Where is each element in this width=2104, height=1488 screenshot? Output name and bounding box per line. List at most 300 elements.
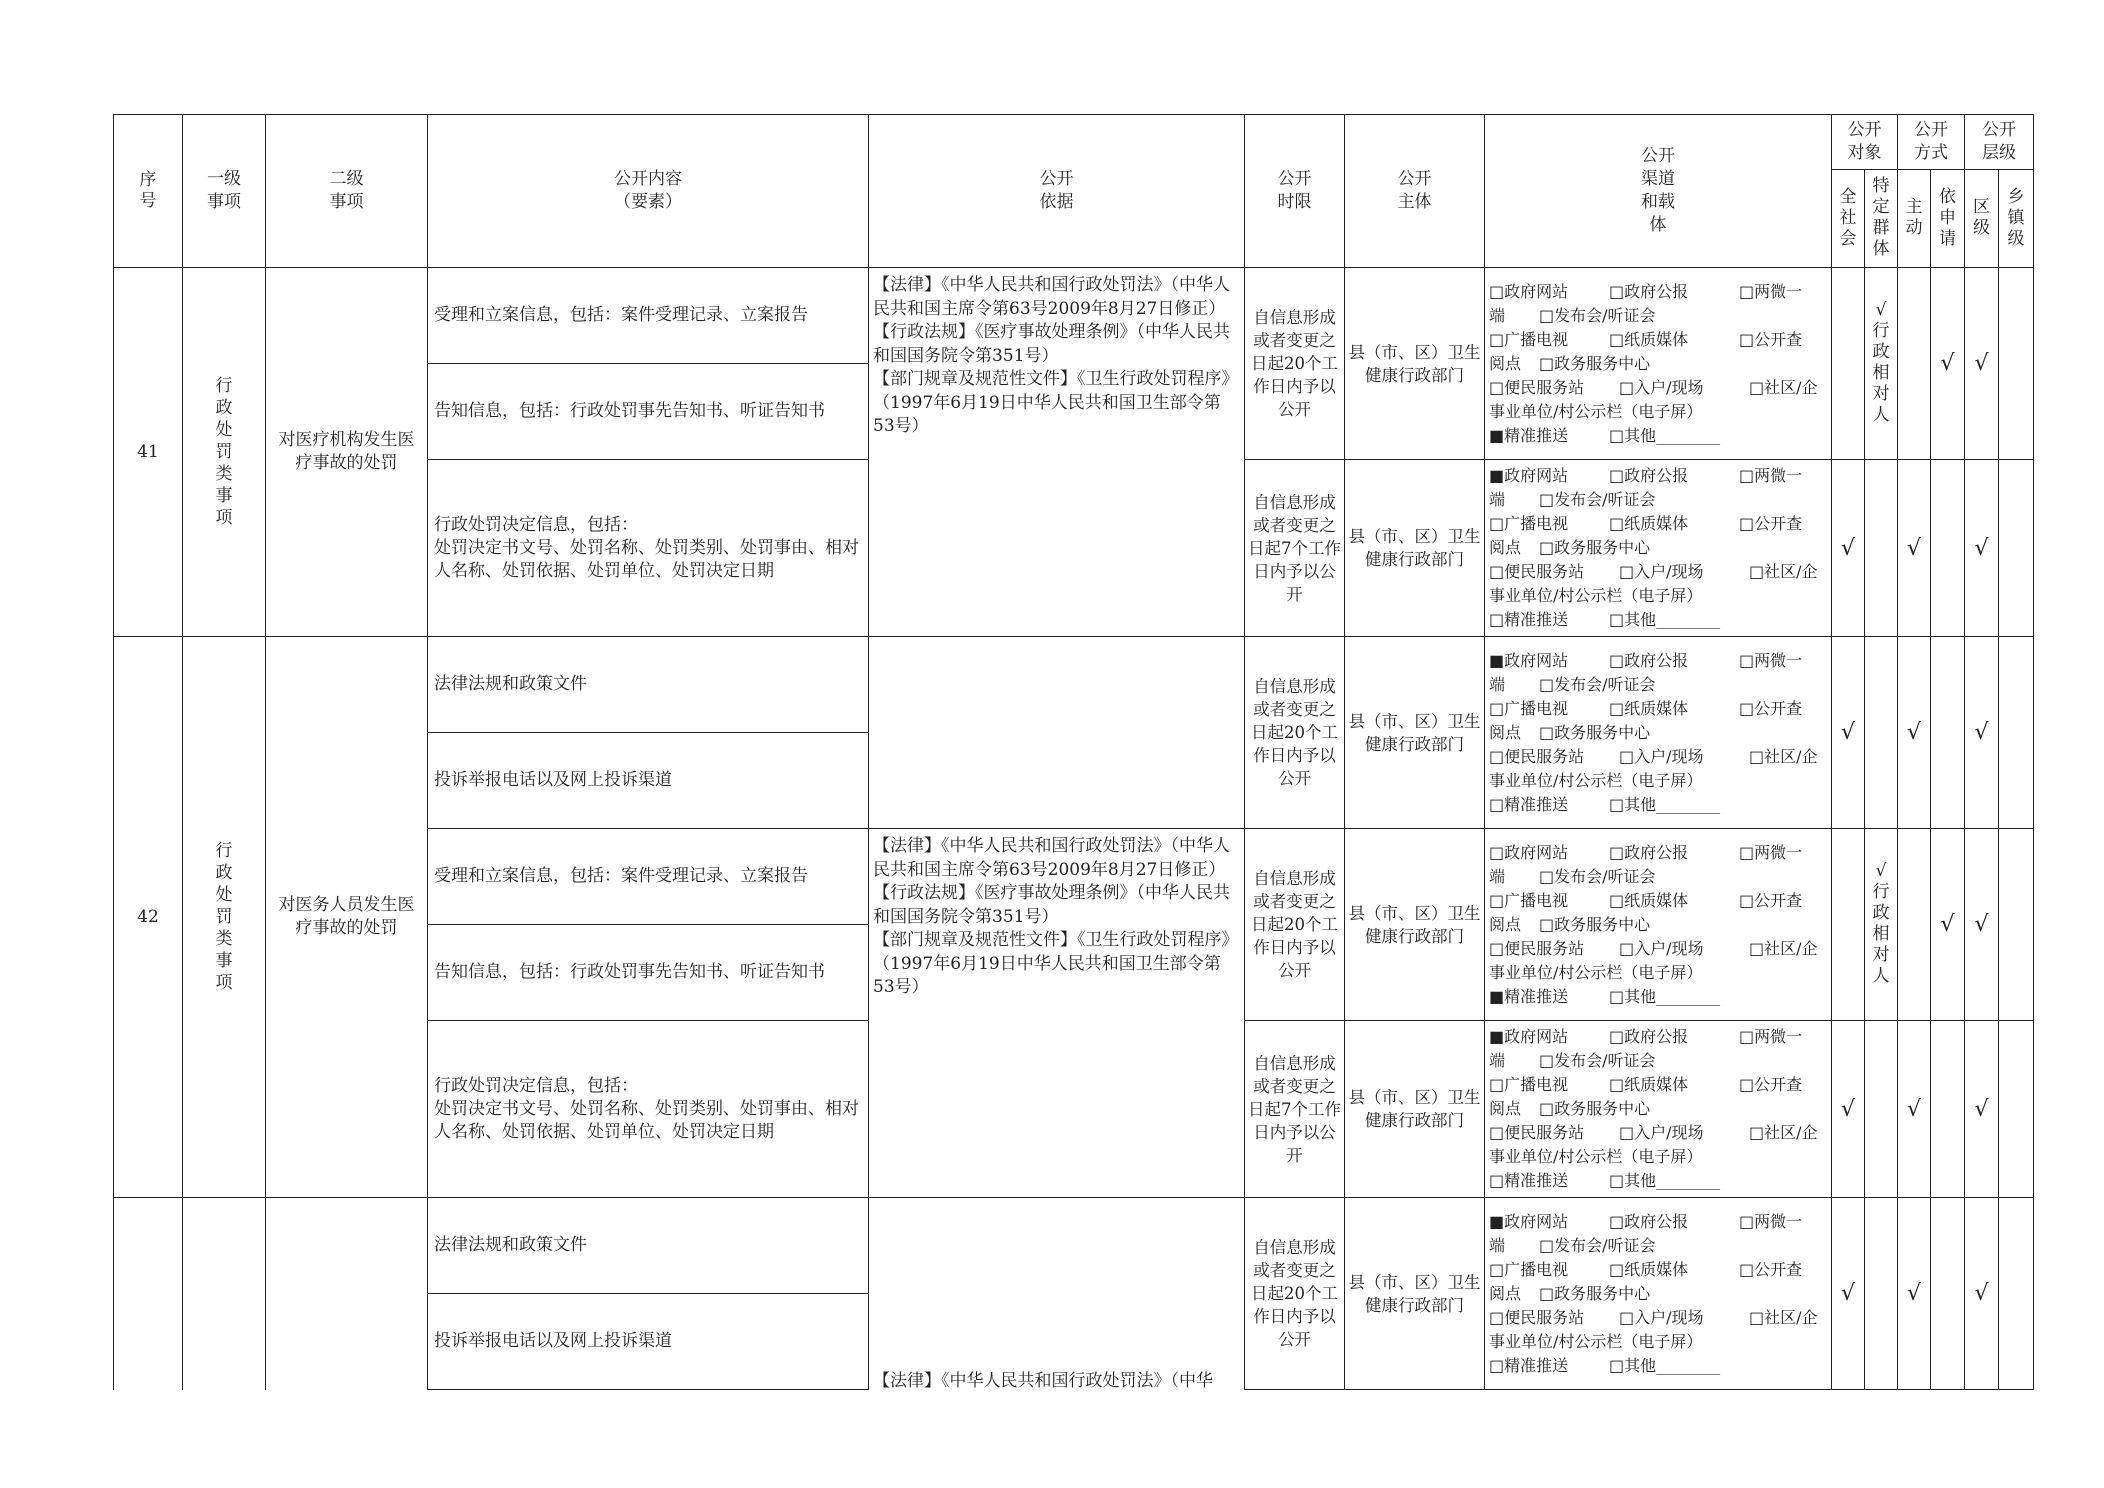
level-dist-cell: √ — [1965, 1021, 1999, 1198]
checkbox-checked-icon: ■ — [1489, 650, 1505, 670]
checkbox-icon: □ — [1609, 698, 1625, 718]
checkbox-icon: □ — [1489, 562, 1505, 581]
channel-option-gov-bulletin — [1609, 1025, 1739, 1049]
channel-label: 广播电视 — [1504, 1259, 1569, 1279]
channel-line — [1489, 1330, 1827, 1354]
channel-option-gov-bulletin — [1609, 841, 1739, 865]
channel-line — [1489, 769, 1827, 793]
channel-label: 端 — [1489, 490, 1506, 509]
subject-cell: 县（市、区）卫生健康行政部门 — [1345, 1198, 1485, 1390]
channel-label: 政府公报 — [1624, 466, 1689, 485]
content-law: 法律法规和政策文件 — [428, 1198, 869, 1294]
channel-option-gov-bulletin — [1609, 1210, 1739, 1234]
channel-label: 两微一 — [1754, 466, 1803, 485]
content-complaint: 投诉举报电话以及网上投诉渠道 — [428, 1294, 869, 1390]
content-notice: 告知信息，包括：行政处罚事先告知书、听证告知书 — [428, 364, 869, 460]
channel-label: 社区/企 — [1764, 1123, 1818, 1142]
subject-cell: 县（市、区）卫生健康行政部门 — [1345, 1021, 1485, 1198]
channel-option-board — [1489, 1330, 1702, 1354]
channel-label: 其他________ — [1624, 1171, 1721, 1190]
mode-active-cell: √ — [1898, 460, 1931, 637]
obj-all-cell: √ — [1832, 1198, 1865, 1390]
channel-label: 纸质媒体 — [1624, 890, 1689, 910]
channel-label: 政府公报 — [1624, 1027, 1689, 1046]
channel-option-door — [1619, 937, 1749, 961]
checkbox-icon: □ — [1619, 562, 1635, 581]
channel-option-board — [1489, 769, 1702, 793]
checkbox-icon: □ — [1539, 490, 1555, 509]
checkbox-icon: □ — [1489, 377, 1505, 397]
checkbox-icon: □ — [1539, 538, 1555, 557]
channel-label: 发布会/听证会 — [1554, 490, 1656, 509]
header-mode-req: 依申请 — [1931, 170, 1965, 268]
channel-label: 发布会/听证会 — [1554, 305, 1656, 325]
checkbox-icon: □ — [1619, 746, 1635, 766]
channel-label: 两微一 — [1754, 650, 1803, 670]
channel-option-duan — [1489, 488, 1539, 512]
checkbox-icon: □ — [1609, 1355, 1625, 1375]
channel-option-other — [1609, 793, 1720, 817]
header-mode-active: 主动 — [1898, 170, 1931, 268]
checkbox-icon: □ — [1489, 610, 1505, 629]
channel-option-gov-bulletin — [1609, 280, 1739, 304]
channel-label: 精准推送 — [1504, 425, 1569, 445]
channel-label: 便民服务站 — [1504, 746, 1585, 766]
channel-line — [1489, 488, 1827, 512]
channel-option-read-point — [1489, 913, 1539, 937]
channel-line — [1489, 1025, 1827, 1049]
level2-cell: 对医务人员发生医疗事故的处罚 — [266, 637, 428, 1198]
checkbox-icon: □ — [1489, 329, 1505, 349]
header-obj-spec: 特定群体 — [1865, 170, 1898, 268]
channel-option-community — [1749, 1306, 1818, 1330]
channel-label: 广播电视 — [1504, 698, 1569, 718]
channel-line — [1489, 697, 1827, 721]
channel-option-other — [1609, 1169, 1720, 1193]
channel-label: 发布会/听证会 — [1554, 866, 1656, 886]
checkbox-icon: □ — [1609, 281, 1625, 301]
content-law: 法律法规和政策文件 — [428, 637, 869, 733]
checkbox-icon: □ — [1489, 938, 1505, 958]
time-cell: 自信息形成或者变更之日起20个工作日内予以公开 — [1245, 829, 1345, 1021]
channel-label: 广播电视 — [1504, 890, 1569, 910]
checkbox-icon: □ — [1489, 698, 1505, 718]
channel-option-public-read — [1739, 512, 1802, 536]
header-seq: 序号 — [114, 115, 183, 268]
channel-option-service-center — [1539, 721, 1650, 745]
subject-cell: 县（市、区）卫生健康行政部门 — [1345, 829, 1485, 1021]
channel-label: 政府公报 — [1624, 842, 1689, 862]
checkbox-icon: □ — [1739, 329, 1755, 349]
checkbox-icon: □ — [1539, 914, 1555, 934]
mode-req-cell — [1931, 1198, 1965, 1390]
channel-option-tv — [1489, 1073, 1609, 1097]
channel-option-precise — [1489, 793, 1609, 817]
channel-option-gov-bulletin — [1609, 649, 1739, 673]
channel-label: 入户/现场 — [1634, 562, 1704, 581]
channel-option-gov-site — [1489, 464, 1609, 488]
channel-label: 发布会/听证会 — [1554, 674, 1656, 694]
mode-active-cell: √ — [1898, 1021, 1931, 1198]
channel-line — [1489, 352, 1827, 376]
checkbox-icon: □ — [1739, 1211, 1755, 1231]
channel-line — [1489, 913, 1827, 937]
basis-cell: 【法律】《中华人民共和国行政处罚法》（中华 — [869, 1198, 1245, 1390]
header-level-town: 乡镇级 — [1999, 170, 2034, 268]
channel-label: 其他________ — [1624, 794, 1721, 814]
channel-label: 政府公报 — [1624, 650, 1689, 670]
channel-option-service-center — [1539, 536, 1650, 560]
channel-option-two-wei — [1739, 280, 1802, 304]
channel-option-duan — [1489, 1234, 1539, 1258]
channel-option-press — [1539, 1234, 1656, 1258]
channel-option-press — [1539, 304, 1656, 328]
channel-line — [1489, 464, 1827, 488]
checkbox-icon: □ — [1489, 1307, 1505, 1327]
channel-line — [1489, 1073, 1827, 1097]
header-obj-all: 全社会 — [1832, 170, 1865, 268]
channel-option-door — [1619, 560, 1749, 584]
channel-label: 事业单位/村公示栏（电子屏） — [1489, 1331, 1703, 1351]
channel-label: 政府网站 — [1504, 466, 1569, 485]
content-acceptance: 受理和立案信息，包括：案件受理记录、立案报告 — [428, 829, 869, 925]
header-level: 公开层级 — [1965, 115, 2034, 170]
channel-option-tv — [1489, 1258, 1609, 1282]
header-subject: 公开主体 — [1345, 115, 1485, 268]
header-content: 公开内容 （要素） — [428, 115, 869, 268]
channel-label: 纸质媒体 — [1624, 698, 1689, 718]
checkbox-icon: □ — [1609, 329, 1625, 349]
time-cell: 自信息形成或者变更之日起7个工作日内予以公开 — [1245, 460, 1345, 637]
channel-option-service-center — [1539, 352, 1650, 376]
channel-line — [1489, 673, 1827, 697]
channel-cell — [1485, 268, 1832, 460]
channel-label: 精准推送 — [1504, 1171, 1569, 1190]
obj-spec-cell: √行政相对人 — [1865, 268, 1898, 460]
channel-label: 阅点 — [1489, 914, 1522, 934]
channel-option-door — [1619, 745, 1749, 769]
checkbox-icon: □ — [1539, 1099, 1555, 1118]
obj-spec-cell — [1865, 1021, 1898, 1198]
channel-option-board — [1489, 961, 1702, 985]
channel-line — [1489, 560, 1827, 584]
subject-cell: 县（市、区）卫生健康行政部门 — [1345, 268, 1485, 460]
channel-option-board — [1489, 1145, 1702, 1169]
header-obj: 公开对象 — [1832, 115, 1898, 170]
channel-option-tv — [1489, 328, 1609, 352]
level2-cell: 对医疗机构发生医疗事故的处罚 — [266, 268, 428, 637]
checkbox-icon: □ — [1749, 377, 1765, 397]
channel-label: 入户/现场 — [1634, 746, 1704, 766]
channel-label: 公开查 — [1754, 1259, 1803, 1279]
channel-label: 社区/企 — [1764, 562, 1818, 581]
channel-label: 便民服务站 — [1504, 938, 1585, 958]
channel-line — [1489, 1306, 1827, 1330]
checkbox-icon: □ — [1609, 890, 1625, 910]
channel-option-public-read — [1739, 1073, 1802, 1097]
basis-cell: 【法律】《中华人民共和国行政处罚法》（中华人民共和国主席令第63号2009年8月27日修正） 【行政法规】《医疗事故处理条例》（中华人民共和国国务院令第351号） 【部门规章及规范性文件】《卫生行政处罚程序》（1997年6月19日中华人民共和国卫生部令第53号） — [869, 268, 1245, 637]
basis-empty — [869, 637, 1245, 829]
channel-option-precise — [1489, 985, 1609, 1009]
mode-req-cell: √ — [1931, 268, 1965, 460]
channel-option-community — [1749, 376, 1818, 400]
channel-option-other — [1609, 985, 1720, 1009]
header-level1: 一级事项 — [183, 115, 266, 268]
channel-label: 政府网站 — [1504, 281, 1569, 301]
channel-option-press — [1539, 488, 1656, 512]
checkbox-icon: □ — [1489, 1075, 1505, 1094]
channel-option-other — [1609, 608, 1720, 632]
checkbox-icon: □ — [1539, 722, 1555, 742]
channel-label: 端 — [1489, 674, 1506, 694]
channel-option-read-point — [1489, 1097, 1539, 1121]
channel-option-precise — [1489, 1169, 1609, 1193]
header-channel: 公开渠道和载体 — [1485, 115, 1832, 268]
checkbox-icon: □ — [1609, 1171, 1625, 1190]
checkbox-icon: □ — [1749, 938, 1765, 958]
channel-option-two-wei — [1739, 649, 1802, 673]
level1-cell — [183, 1198, 266, 1390]
channel-line — [1489, 1354, 1827, 1378]
checkbox-checked-icon: ■ — [1489, 466, 1505, 485]
channel-option-convenience — [1489, 937, 1619, 961]
channel-option-duan — [1489, 865, 1539, 889]
level1-cell: 行政处罚类事项 — [183, 268, 266, 637]
channel-option-paper — [1609, 512, 1739, 536]
channel-option-press — [1539, 1049, 1656, 1073]
content-complaint: 投诉举报电话以及网上投诉渠道 — [428, 733, 869, 829]
checkbox-icon: □ — [1489, 281, 1505, 301]
channel-label: 政府网站 — [1504, 842, 1569, 862]
obj-all-cell: √ — [1832, 637, 1865, 829]
channel-option-public-read — [1739, 889, 1802, 913]
mode-req-cell — [1931, 1021, 1965, 1198]
channel-label: 政务服务中心 — [1554, 722, 1651, 742]
subject-cell: 县（市、区）卫生健康行政部门 — [1345, 460, 1485, 637]
checkbox-icon: □ — [1609, 794, 1625, 814]
channel-label: 社区/企 — [1764, 1307, 1818, 1327]
mode-active-cell: √ — [1898, 637, 1931, 829]
channel-line — [1489, 1282, 1827, 1306]
checkbox-icon: □ — [1739, 281, 1755, 301]
channel-option-duan — [1489, 673, 1539, 697]
checkbox-icon: □ — [1609, 514, 1625, 533]
channel-label: 入户/现场 — [1634, 377, 1704, 397]
checkbox-icon: □ — [1489, 1171, 1505, 1190]
channel-option-tv — [1489, 697, 1609, 721]
checkbox-icon: □ — [1609, 425, 1625, 445]
channel-line — [1489, 584, 1827, 608]
checkbox-icon: □ — [1739, 650, 1755, 670]
checkbox-icon: □ — [1539, 1235, 1555, 1255]
mode-active-cell — [1898, 829, 1931, 1021]
channel-option-service-center — [1539, 1097, 1650, 1121]
channel-label: 公开查 — [1754, 698, 1803, 718]
channel-option-precise — [1489, 424, 1609, 448]
channel-option-board — [1489, 400, 1702, 424]
mode-req-cell — [1931, 637, 1965, 829]
obj-all-cell — [1832, 268, 1865, 460]
channel-option-community — [1749, 560, 1818, 584]
level-dist-cell: √ — [1965, 268, 1999, 460]
channel-label: 社区/企 — [1764, 746, 1818, 766]
channel-label: 事业单位/村公示栏（电子屏） — [1489, 962, 1703, 982]
channel-option-paper — [1609, 889, 1739, 913]
checkbox-icon: □ — [1609, 466, 1625, 485]
checkbox-icon: □ — [1539, 353, 1555, 373]
subject-cell: 县（市、区）卫生健康行政部门 — [1345, 637, 1485, 829]
checkbox-icon: □ — [1539, 305, 1555, 325]
disclosure-table-sheet — [113, 114, 2033, 1390]
channel-option-read-point — [1489, 1282, 1539, 1306]
checkbox-checked-icon: ■ — [1489, 986, 1505, 1006]
checkbox-icon: □ — [1609, 610, 1625, 629]
header-level2: 二级事项 — [266, 115, 428, 268]
channel-label: 发布会/听证会 — [1554, 1235, 1656, 1255]
channel-line — [1489, 280, 1827, 304]
checkbox-icon: □ — [1739, 1075, 1755, 1094]
channel-label: 其他________ — [1624, 610, 1721, 629]
level-town-cell — [1999, 268, 2034, 460]
channel-label: 发布会/听证会 — [1554, 1051, 1656, 1070]
channel-option-other — [1609, 1354, 1720, 1378]
checkbox-checked-icon: ■ — [1489, 425, 1505, 445]
obj-spec-cell — [1865, 460, 1898, 637]
level-town-cell — [1999, 1021, 2034, 1198]
checkbox-icon: □ — [1489, 890, 1505, 910]
checkbox-icon: □ — [1489, 794, 1505, 814]
channel-line — [1489, 512, 1827, 536]
channel-option-two-wei — [1739, 1025, 1802, 1049]
checkbox-icon: □ — [1609, 842, 1625, 862]
checkbox-icon: □ — [1739, 698, 1755, 718]
checkbox-icon: □ — [1489, 1259, 1505, 1279]
channel-label: 公开查 — [1754, 1075, 1803, 1094]
checkbox-icon: □ — [1739, 1027, 1755, 1046]
channel-option-gov-site — [1489, 1025, 1609, 1049]
level2-cell — [266, 1198, 428, 1390]
channel-option-door — [1619, 1121, 1749, 1145]
channel-option-two-wei — [1739, 1210, 1802, 1234]
channel-line — [1489, 649, 1827, 673]
seq-cell: 41 — [114, 268, 183, 637]
channel-line — [1489, 793, 1827, 817]
channel-label: 政府公报 — [1624, 281, 1689, 301]
channel-line — [1489, 841, 1827, 865]
checkbox-icon: □ — [1489, 1123, 1505, 1142]
level-town-cell — [1999, 829, 2034, 1021]
channel-line — [1489, 985, 1827, 1009]
channel-option-gov-site — [1489, 649, 1609, 673]
channel-label: 政府网站 — [1504, 650, 1569, 670]
channel-label: 事业单位/村公示栏（电子屏） — [1489, 586, 1703, 605]
level-town-cell — [1999, 460, 2034, 637]
channel-option-gov-site — [1489, 280, 1609, 304]
checkbox-icon: □ — [1739, 514, 1755, 533]
channel-option-tv — [1489, 512, 1609, 536]
channel-cell — [1485, 637, 1832, 829]
channel-line — [1489, 304, 1827, 328]
checkbox-icon: □ — [1619, 938, 1635, 958]
channel-option-community — [1749, 745, 1818, 769]
mode-req-cell — [1931, 460, 1965, 637]
channel-label: 精准推送 — [1504, 610, 1569, 629]
channel-option-door — [1619, 376, 1749, 400]
channel-line — [1489, 1169, 1827, 1193]
time-cell: 自信息形成或者变更之日起7个工作日内予以公开 — [1245, 1021, 1345, 1198]
channel-label: 政务服务中心 — [1554, 914, 1651, 934]
obj-spec-cell: √行政相对人 — [1865, 829, 1898, 1021]
channel-option-service-center — [1539, 913, 1650, 937]
channel-line — [1489, 745, 1827, 769]
channel-option-public-read — [1739, 328, 1802, 352]
channel-label: 政府网站 — [1504, 1211, 1569, 1231]
channel-label: 事业单位/村公示栏（电子屏） — [1489, 770, 1703, 790]
channel-label: 两微一 — [1754, 842, 1803, 862]
channel-label: 便民服务站 — [1504, 1307, 1585, 1327]
header-level-dist: 区级 — [1965, 170, 1999, 268]
obj-all-cell: √ — [1832, 460, 1865, 637]
channel-label: 政府公报 — [1624, 1211, 1689, 1231]
content-decision: 行政处罚决定信息，包括： 处罚决定书文号、处罚名称、处罚类别、处罚事由、相对人名称、处罚依据、处罚单位、处罚决定日期 — [428, 1021, 869, 1198]
checkbox-icon: □ — [1739, 1259, 1755, 1279]
checkbox-icon: □ — [1609, 1259, 1625, 1279]
checkbox-icon: □ — [1619, 1123, 1635, 1142]
channel-label: 纸质媒体 — [1624, 1259, 1689, 1279]
header-basis: 公开依据 — [869, 115, 1245, 268]
channel-option-gov-bulletin — [1609, 464, 1739, 488]
header-mode: 公开方式 — [1898, 115, 1965, 170]
obj-spec-cell — [1865, 1198, 1898, 1390]
level-dist-cell: √ — [1965, 460, 1999, 637]
channel-line — [1489, 889, 1827, 913]
mode-active-cell — [1898, 268, 1931, 460]
channel-label: 端 — [1489, 1051, 1506, 1070]
channel-label: 广播电视 — [1504, 329, 1569, 349]
channel-label: 其他________ — [1624, 986, 1721, 1006]
seq-cell: 42 — [114, 637, 183, 1198]
channel-label: 便民服务站 — [1504, 377, 1585, 397]
channel-cell — [1485, 1021, 1832, 1198]
obj-spec-cell — [1865, 637, 1898, 829]
channel-cell — [1485, 829, 1832, 1021]
channel-option-two-wei — [1739, 464, 1802, 488]
channel-label: 阅点 — [1489, 1099, 1522, 1118]
checkbox-icon: □ — [1739, 890, 1755, 910]
channel-option-convenience — [1489, 376, 1619, 400]
channel-label: 社区/企 — [1764, 938, 1818, 958]
channel-option-service-center — [1539, 1282, 1650, 1306]
content-decision: 行政处罚决定信息，包括： 处罚决定书文号、处罚名称、处罚类别、处罚事由、相对人名称、处罚依据、处罚单位、处罚决定日期 — [428, 460, 869, 637]
channel-label: 两微一 — [1754, 1027, 1803, 1046]
header-time: 公开时限 — [1245, 115, 1345, 268]
channel-label: 政务服务中心 — [1554, 538, 1651, 557]
channel-option-convenience — [1489, 560, 1619, 584]
channel-line — [1489, 937, 1827, 961]
channel-label: 政府网站 — [1504, 1027, 1569, 1046]
channel-label: 政务服务中心 — [1554, 1283, 1651, 1303]
channel-option-press — [1539, 673, 1656, 697]
checkbox-icon: □ — [1539, 866, 1555, 886]
channel-label: 纸质媒体 — [1624, 329, 1689, 349]
checkbox-icon: □ — [1539, 1051, 1555, 1070]
checkbox-icon: □ — [1609, 650, 1625, 670]
channel-option-paper — [1609, 1073, 1739, 1097]
seq-cell — [114, 1198, 183, 1390]
channel-label: 其他________ — [1624, 425, 1721, 445]
checkbox-icon: □ — [1489, 514, 1505, 533]
channel-option-gov-site — [1489, 841, 1609, 865]
